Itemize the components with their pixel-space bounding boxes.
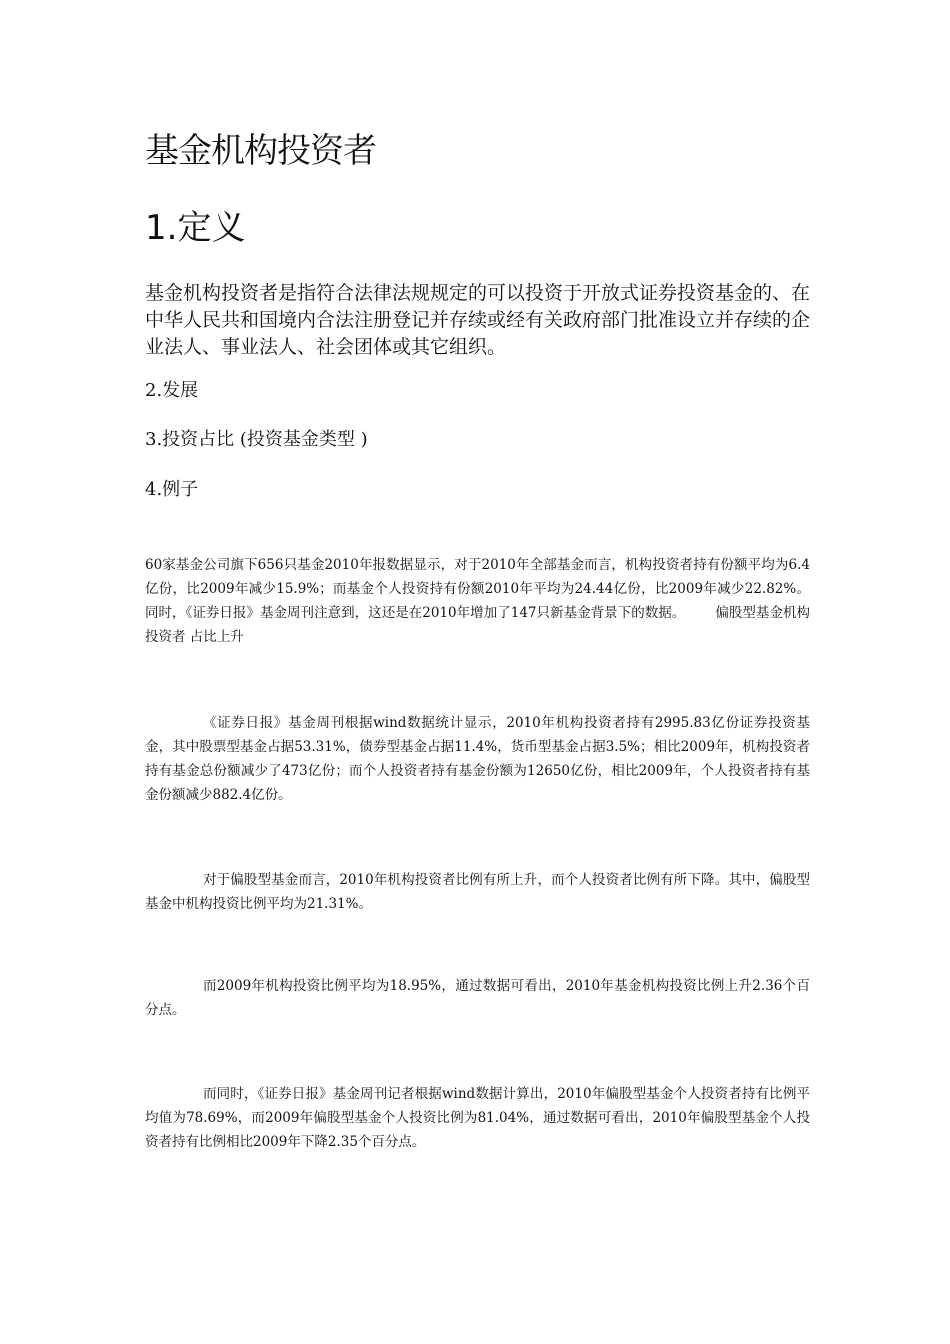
example-paragraph-1-subheading: 偏股型基金机构投资者 占比上升 bbox=[145, 605, 811, 645]
example-paragraph-1 bbox=[145, 553, 810, 649]
section-heading-definition: 1.定义 bbox=[145, 208, 246, 248]
document-title: 基金机构投资者 bbox=[145, 131, 376, 171]
example-paragraph-2: 《证券日报》基金周刊根据wind数据统计显示，2010年机构投资者持有2995.83亿份证券投资基金，其中股票型基金占据53.31%，债券型基金占据11.4%，货币型基金占据3.5%；相比2009年，机构投资者持有基金总份额减少了473亿份；而个人投资者持有基金份额为12650亿份，相比2009年，个人投资者持有基金份额减少882.4亿份。 bbox=[145, 715, 810, 803]
example-paragraph-3: 对于偏股型基金而言，2010年机构投资者比例有所上升，而个人投资者比例有所下降。其中，偏股型基金中机构投资比例平均为21.31%。 bbox=[145, 872, 810, 912]
example-paragraph-5: 而同时，《证券日报》基金周刊记者根据wind数据计算出，2010年偏股型基金个人投资者持有比例平均值为78.69%，而2009年偏股型基金个人投资比例为81.04%，通过数据可看出，2010年偏股型基金个人投资者持有比例相比2009年下降2.35个百分点。 bbox=[145, 1086, 810, 1150]
example-paragraph-4: 而2009年机构投资比例平均为18.95%，通过数据可看出，2010年基金机构投资比例上升2.36个百分点。 bbox=[145, 978, 810, 1018]
section-item-development: 2.发展 bbox=[145, 380, 199, 401]
definition-paragraph: 基金机构投资者是指符合法律法规规定的可以投资于开放式证券投资基金的、在中华人民共和国境内合法注册登记并存续或经有关政府部门批准设立并存续的企业法人、事业法人、社会团体或其它组织。 bbox=[145, 282, 811, 358]
example-paragraph-1-text: 60家基金公司旗下656只基金2010年报数据显示，对于2010年全部基金而言，机构投资者持有份额平均为6.4亿份，比2009年减少15.9%；而基金个人投资持有份额2010年平均为24.44亿份，比2009年减少22.82%。 同时，《证券日报》基金周刊注意到，这还是在2010年增加了147只新基金背景下的数据。 bbox=[145, 557, 810, 621]
section-item-examples: 4.例子 bbox=[145, 479, 199, 500]
section-item-investment-ratio: 3.投资占比 (投资基金类型 ) bbox=[145, 429, 368, 450]
